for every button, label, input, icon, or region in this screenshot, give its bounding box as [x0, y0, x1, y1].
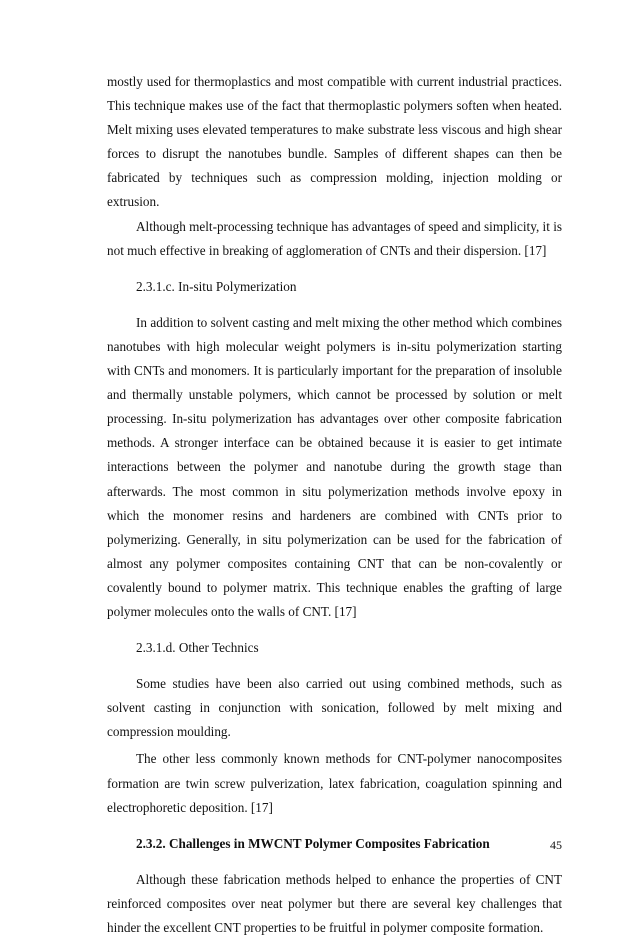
heading-in-situ-polymerization: 2.3.1.c. In-situ Polymerization: [136, 278, 297, 294]
paragraph-in-situ-polymerization: In addition to solvent casting and melt mixing the other method which combines nanotubes with high molecular weight polymers is in-situ polymerization starting with CNTs and monomers. It is particularly important for the preparation of insoluble and thermally unstable polymers, which cannot be processed by solution or melt processing. In-situ polymerization has advantages over other composite fabrication methods. A stronger interface can be obtained because it is easier to get intimate interactions between the polymer and nanotube during the growth stage than afterwards. The most common in situ polymerization methods involve epoxy in which the monomer resins and hardeners are combined with CNTs prior to polymerizing. Generally, in situ polymerization can be used for the fabrication of almost any polymer composites containing CNT that can be non-covalently or covalently bound to polymer matrix. This technique enables the grafting of large polymer molecules onto the walls of CNT. [17]: [107, 314, 562, 619]
paragraph-combined-methods: Some studies have been also carried out using combined methods, such as solvent casting in conjunction with sonication, followed by melt mixing and compression moulding.: [107, 676, 562, 740]
heading-other-technics: 2.3.1.d. Other Technics: [136, 640, 259, 656]
paragraph-melt-mixing: mostly used for thermoplastics and most compatible with current industrial practices. This technique makes use of the fact that thermoplastic polymers soften when heated. Melt mixing uses elevated temperatures to make substrate less viscous and high shear forces to disrupt the nanotubes bundle. Samples of different shapes can then be fabricated by techniques such as compression molding, injection molding or extrusion.: [107, 74, 562, 210]
paragraph-other-methods: The other less commonly known methods for CNT-polymer nanocomposites formation are twin screw pulverization, latex fabrication, coagulation spinning and electrophoretic deposition. [17]: [107, 751, 562, 815]
page-body: [107, 70, 562, 940]
page-number: 45: [550, 838, 562, 852]
heading-challenges: 2.3.2. Challenges in MWCNT Polymer Composites Fabrication: [136, 835, 490, 851]
paragraph-melt-processing-advantages: Although melt-processing technique has advantages of speed and simplicity, it is not much effective in breaking of agglomeration of CNTs and their dispersion. [17]: [107, 218, 562, 258]
paragraph-challenges: Although these fabrication methods helped to enhance the properties of CNT reinforced composites over neat polymer but there are several key challenges that hinder the excellent CNT properties to be fruitful in polymer composite formation.: [107, 871, 562, 935]
